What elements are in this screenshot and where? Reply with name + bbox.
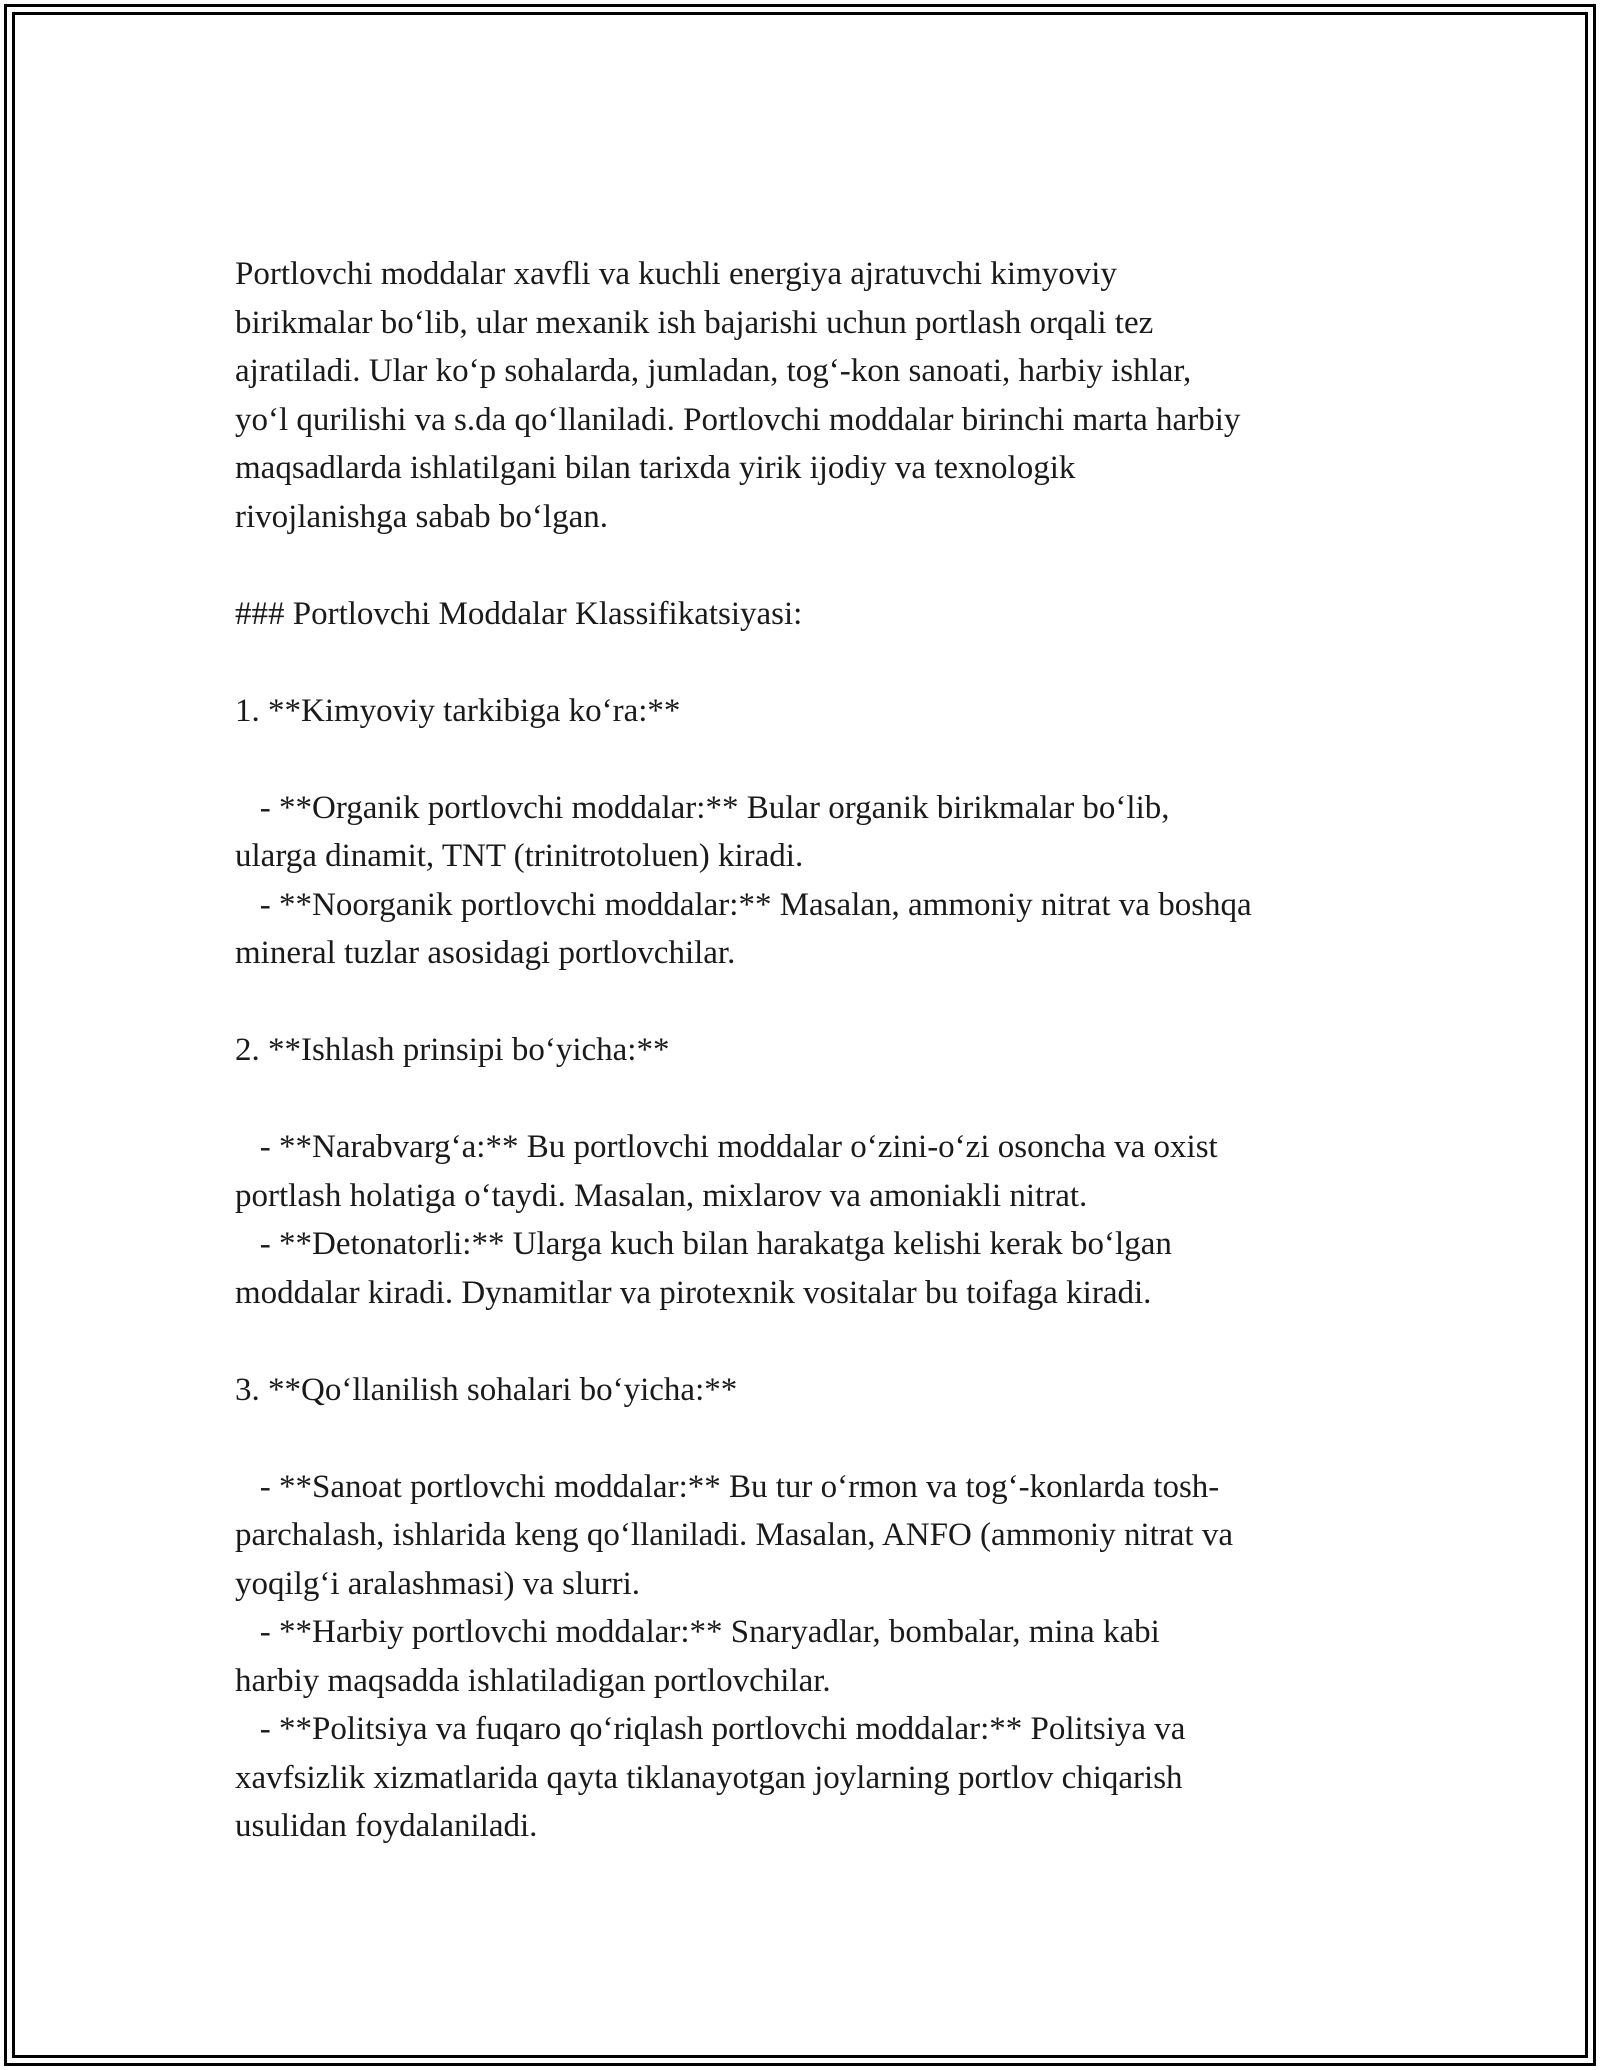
spacer [235, 735, 1375, 784]
section-heading: ### Portlovchi Moddalar Klassifikatsiyasi: [235, 595, 803, 632]
list-item-title: 1. **Kimyoviy tarkibiga ko‘ra:** [235, 692, 681, 729]
spacer [235, 1414, 1375, 1463]
list-item: - **Narabvarg‘a:** Bu portlovchi moddalar o‘zini-o‘zi osoncha va oxist portlash holatiga o‘taydi. Masalan, mixlarov va amoniakli nitrat. [235, 1129, 1218, 1214]
list-item: - **Politsiya va fuqaro qo‘riqlash portlovchi moddalar:** Politsiya va xavfsizlik xizmatlarida qayta tiklanayotgan joylarning portlov chiqarish usulidan foydalaniladi. [235, 1711, 1186, 1844]
list-item: - **Detonatorli:** Ularga kuch bilan harakatga kelishi kerak bo‘lgan moddalar kiradi. Dynamitlar va pirotexnik vositalar bu toifaga kiradi. [235, 1226, 1172, 1311]
document-body [235, 250, 1375, 1851]
spacer [235, 638, 1375, 687]
list-item: - **Organik portlovchi moddalar:** Bular organik birikmalar bo‘lib, ularga dinamit, TNT (trinitrotoluen) kiradi. [235, 789, 1170, 874]
list-item-title: 3. **Qo‘llanilish sohalari bo‘yicha:** [235, 1371, 738, 1408]
list-item: - **Harbiy portlovchi moddalar:** Snaryadlar, bombalar, mina kabi harbiy maqsadda ishlatiladigan portlovchilar. [235, 1614, 1160, 1699]
list-item: - **Noorganik portlovchi moddalar:** Masalan, ammoniy nitrat va boshqa mineral tuzlar asosidagi portlovchilar. [235, 886, 1252, 971]
list-item-title: 2. **Ishlash prinsipi bo‘yicha:** [235, 1032, 670, 1068]
spacer [235, 1075, 1375, 1124]
intro-paragraph: Portlovchi moddalar xavfli va kuchli energiya ajratuvchi kimyoviy birikmalar bo‘lib, ular mexanik ish bajarishi uchun portlash orqali tez ajratiladi. Ular ko‘p sohalarda, jumladan, tog‘-kon sanoati, harbiy ishlar, yo‘l qurilishi va s.da qo‘llaniladi. Portlovchi moddalar birinchi marta harbiy maqsadlarda ishlatilgani bilan tarixda yirik ijodiy va texnologik rivojlanishga sabab bo‘lgan. [235, 256, 1241, 535]
list-item: - **Sanoat portlovchi moddalar:** Bu tur o‘rmon va tog‘-konlarda tosh- parchalash, ishlarida keng qo‘llaniladi. Masalan, ANFO (ammoniy nitrat va yoqilg‘i aralashmasi) va slurri. [235, 1468, 1233, 1602]
spacer [235, 978, 1375, 1027]
spacer [235, 1317, 1375, 1366]
spacer [235, 541, 1375, 590]
